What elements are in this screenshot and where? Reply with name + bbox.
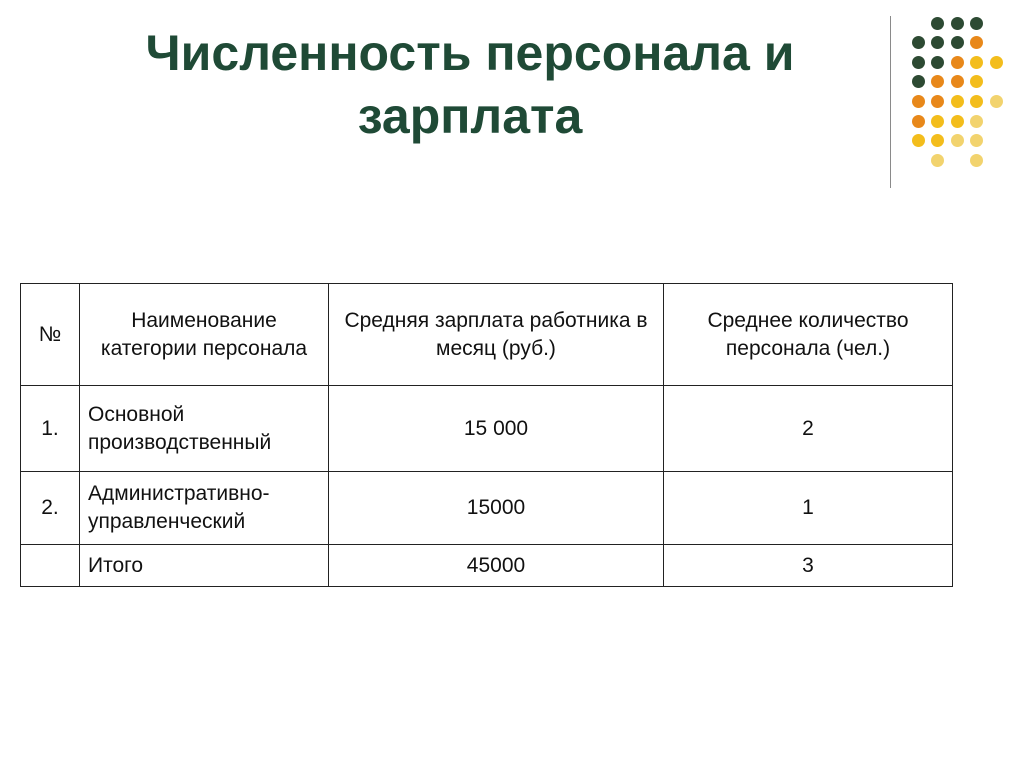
decorative-dot	[990, 95, 1003, 108]
row-salary: 45000	[329, 545, 664, 587]
decorative-dot	[931, 36, 944, 49]
decorative-dot	[970, 154, 983, 167]
decorative-dot	[931, 134, 944, 147]
decorative-dot	[951, 56, 964, 69]
decorative-dot	[931, 75, 944, 88]
vertical-divider	[890, 16, 891, 188]
decorative-dot	[970, 134, 983, 147]
decorative-dot	[912, 56, 925, 69]
row-salary: 15 000	[329, 386, 664, 472]
decorative-dot	[912, 115, 925, 128]
decorative-dot	[931, 115, 944, 128]
header-category: Наименование категории персонала	[80, 284, 329, 386]
decorative-dot	[970, 95, 983, 108]
row-category: Административно-управленческий	[80, 472, 329, 545]
decorative-dot	[912, 95, 925, 108]
header-number: №	[21, 284, 80, 386]
row-number: 1.	[21, 386, 80, 472]
decorative-dot	[951, 115, 964, 128]
decorative-dot	[931, 17, 944, 30]
slide-title: Численность персонала и зарплата	[145, 25, 795, 144]
decorative-dot	[970, 17, 983, 30]
row-count: 2	[664, 386, 953, 472]
header-avg-count: Среднее количество персонала (чел.)	[664, 284, 953, 386]
row-count: 1	[664, 472, 953, 545]
decorative-dot	[951, 75, 964, 88]
decorative-dot	[912, 75, 925, 88]
row-number	[21, 545, 80, 587]
decorative-dot	[970, 36, 983, 49]
decorative-dot	[970, 75, 983, 88]
row-category: Итого	[80, 545, 329, 587]
decorative-dot	[951, 95, 964, 108]
row-count: 3	[664, 545, 953, 587]
table-row	[21, 472, 953, 545]
decorative-dot	[951, 17, 964, 30]
decorative-dot	[931, 154, 944, 167]
table-header-row	[21, 284, 953, 386]
row-salary: 15000	[329, 472, 664, 545]
decorative-dot	[951, 36, 964, 49]
decorative-dot	[931, 56, 944, 69]
decorative-dot	[931, 95, 944, 108]
decorative-dot	[951, 134, 964, 147]
decorative-dot	[970, 56, 983, 69]
decorative-dot	[990, 56, 1003, 69]
table-total-row	[21, 545, 953, 587]
row-number: 2.	[21, 472, 80, 545]
table-row	[21, 386, 953, 472]
decorative-dot	[912, 134, 925, 147]
decorative-dot	[912, 36, 925, 49]
row-category: Основной производственный	[80, 386, 329, 472]
header-avg-salary: Средняя зарплата работника в месяц (руб.)	[329, 284, 664, 386]
staff-salary-table	[20, 283, 953, 587]
decorative-dot	[970, 115, 983, 128]
